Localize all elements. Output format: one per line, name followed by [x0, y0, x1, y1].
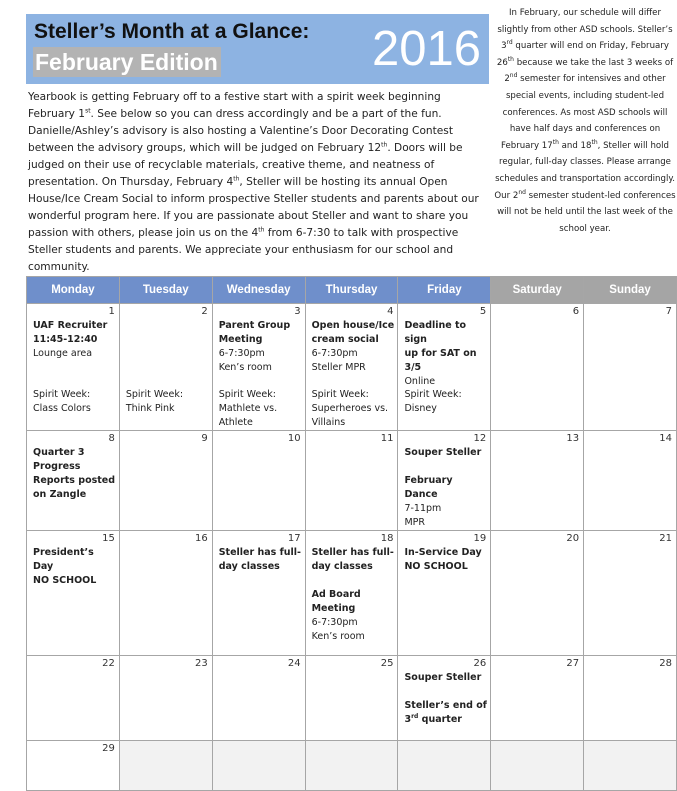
calendar-day-cell	[491, 304, 584, 431]
calendar-day-cell	[398, 531, 491, 656]
day-number: 18	[380, 533, 394, 544]
calendar-day-cell	[212, 431, 305, 531]
day-number: 8	[108, 433, 115, 444]
weekday-sunday: Sunday	[584, 277, 677, 304]
spirit-week: Spirit Week: Mathlete vs. Athlete	[218, 389, 278, 428]
calendar-empty-cell	[212, 741, 305, 791]
spirit-week: Spirit Week: Class Colors	[33, 389, 91, 414]
calendar-week-4	[27, 656, 677, 741]
calendar-day-cell	[212, 304, 305, 431]
day-number: 23	[194, 658, 208, 669]
weekday-header-row	[27, 277, 677, 304]
calendar-day-cell	[584, 304, 677, 431]
calendar-day-cell	[119, 304, 212, 431]
day-number: 19	[473, 533, 487, 544]
event-time: 7-11pm	[404, 503, 442, 514]
weekday-thursday: Thursday	[305, 277, 398, 304]
calendar-empty-cell	[398, 741, 491, 791]
day-number: 25	[380, 658, 394, 669]
day-number: 11	[380, 433, 394, 444]
day-number: 29	[102, 743, 115, 754]
calendar-day-cell	[398, 431, 491, 531]
spirit-week: Spirit Week: Disney	[404, 389, 462, 414]
day-events: Steller has full- day classes Ad Board Meeting 6-7:30pm Ken’s room	[311, 547, 394, 642]
calendar-day-cell	[584, 431, 677, 531]
day-number: 6	[572, 306, 580, 317]
day-events: Open house/Ice cream social 6-7:30pm Steller MPR	[311, 320, 395, 373]
calendar-day-cell	[491, 656, 584, 741]
day-number: 2	[201, 306, 208, 317]
day-number: 4	[387, 306, 394, 317]
day-events: Souper Steller February Dance 7-11pm MPR	[404, 446, 487, 530]
event-place: Online	[404, 376, 436, 387]
day-events: President’s Day NO SCHOOL	[33, 547, 97, 586]
day-number: 21	[659, 533, 672, 544]
calendar-day-cell	[27, 531, 120, 656]
calendar-day-cell	[119, 531, 212, 656]
weekday-friday: Friday	[398, 277, 491, 304]
calendar-day-cell	[398, 304, 491, 431]
day-events: Quarter 3 Progress Reports posted on Zangle	[33, 447, 116, 500]
day-number: 26	[473, 658, 487, 669]
event-place: MPR	[404, 517, 425, 528]
day-number: 20	[566, 533, 580, 544]
calendar-day-cell	[27, 741, 120, 791]
calendar-empty-cell	[119, 741, 212, 791]
event-place: Lounge area	[33, 348, 93, 359]
february-calendar	[26, 276, 677, 791]
weekday-tuesday: Tuesday	[119, 277, 212, 304]
calendar-week-5	[27, 741, 677, 791]
page-subtitle: February Edition	[33, 47, 221, 77]
day-number: 5	[479, 306, 487, 317]
day-number: 17	[287, 533, 301, 544]
day-events: Souper Steller Steller’s end of 3rd quarter	[404, 672, 487, 725]
day-events: In-Service Day NO SCHOOL	[404, 547, 482, 572]
calendar-week-2	[27, 431, 677, 531]
page-year: 2016	[371, 22, 481, 76]
day-number: 22	[102, 658, 115, 669]
day-number: 24	[287, 658, 301, 669]
day-number: 15	[102, 533, 115, 544]
weekday-saturday: Saturday	[491, 277, 584, 304]
weekday-wednesday: Wednesday	[212, 277, 305, 304]
calendar-week-1	[27, 304, 677, 431]
calendar-day-cell	[27, 304, 120, 431]
calendar-day-cell	[27, 431, 120, 531]
day-number: 9	[201, 433, 208, 444]
calendar-day-cell	[305, 431, 398, 531]
event-place: Ken’s room	[218, 362, 272, 373]
intro-paragraph: Yearbook is getting February off to a festive start with a spirit week beginning February 1st. See below so you can dress accordingly and be a part of the fun. Danielle/Ashley’s advisory is also hosting a Valentine’s Door Decorating Contest between the advisory groups, which will be judged on February 12th. Doors will be judged on their use of recyclable materials, creative theme, and neatness of presentation. On Thursday, February 4th, Steller will be hosting its annual Open House/Ice Cream Social to inform prospective Steller students and parents about our wonderful program here. If you are passionate about Steller and want to share you passion with others, please join us on the 4th from 6-7:30 to talk with prospective Steller students and parents. We appreciate your enthusiasm for our school and community.	[28, 91, 479, 273]
event-title: UAF Recruiter	[33, 320, 108, 331]
calendar-day-cell	[27, 656, 120, 741]
day-number: 27	[566, 658, 580, 669]
day-number: 10	[287, 433, 301, 444]
event-place: Steller MPR	[311, 362, 366, 373]
day-number: 16	[194, 533, 208, 544]
calendar-day-cell	[398, 656, 491, 741]
spirit-week: Spirit Week: Think Pink	[125, 389, 184, 414]
day-events	[33, 319, 116, 361]
schedule-note: In February, our schedule will differ slightly from other ASD schools. Steller’s 3rd quarter will end on Friday, February 26th because we take the last 3 weeks of 2nd semester for intensives and other special events, including student-led conferences. As most ASD schools will have half days and conferences on February 17th and 18th, Steller will hold regular, full-day classes. Please arrange schedules and transportation accordingly. Our 2nd semester student-led conferences will not be held until the last week of the school year.	[494, 8, 676, 234]
day-events: Parent Group Meeting 6-7:30pm Ken’s room	[219, 319, 302, 375]
day-number: 7	[665, 306, 672, 317]
header-banner	[26, 14, 489, 84]
calendar-day-cell	[305, 656, 398, 741]
calendar-day-cell	[584, 531, 677, 656]
calendar-day-cell	[305, 531, 398, 656]
calendar-day-cell	[212, 531, 305, 656]
weekday-monday: Monday	[27, 277, 120, 304]
calendar-day-cell	[119, 656, 212, 741]
day-number: 14	[659, 433, 672, 444]
day-number: 1	[108, 306, 115, 317]
calendar-day-cell	[212, 656, 305, 741]
calendar-day-cell	[305, 304, 398, 431]
day-number: 12	[473, 433, 487, 444]
calendar-day-cell	[119, 431, 212, 531]
calendar-day-cell	[584, 656, 677, 741]
event-time: 6-7:30pm	[218, 348, 265, 359]
day-number: 3	[294, 306, 301, 317]
calendar-week-3	[27, 531, 677, 656]
day-events: Steller has full- day classes	[218, 547, 301, 572]
event-time: 6-7:30pm	[311, 617, 358, 628]
day-number: 13	[566, 433, 580, 444]
event-time: 11:45-12:40	[33, 334, 98, 345]
calendar-day-cell	[491, 431, 584, 531]
calendar-empty-cell	[491, 741, 584, 791]
calendar-empty-cell	[305, 741, 398, 791]
calendar-day-cell	[491, 531, 584, 656]
event-time: 6-7:30pm	[311, 348, 358, 359]
page-title: Steller’s Month at a Glance:	[34, 20, 310, 43]
calendar-empty-cell	[584, 741, 677, 791]
day-events: Deadline to sign up for SAT on 3/5 Online	[404, 319, 487, 389]
spirit-week: Spirit Week: Superheroes vs. Villains	[311, 389, 389, 428]
event-place: Ken’s room	[311, 631, 365, 642]
day-number: 28	[659, 658, 672, 669]
